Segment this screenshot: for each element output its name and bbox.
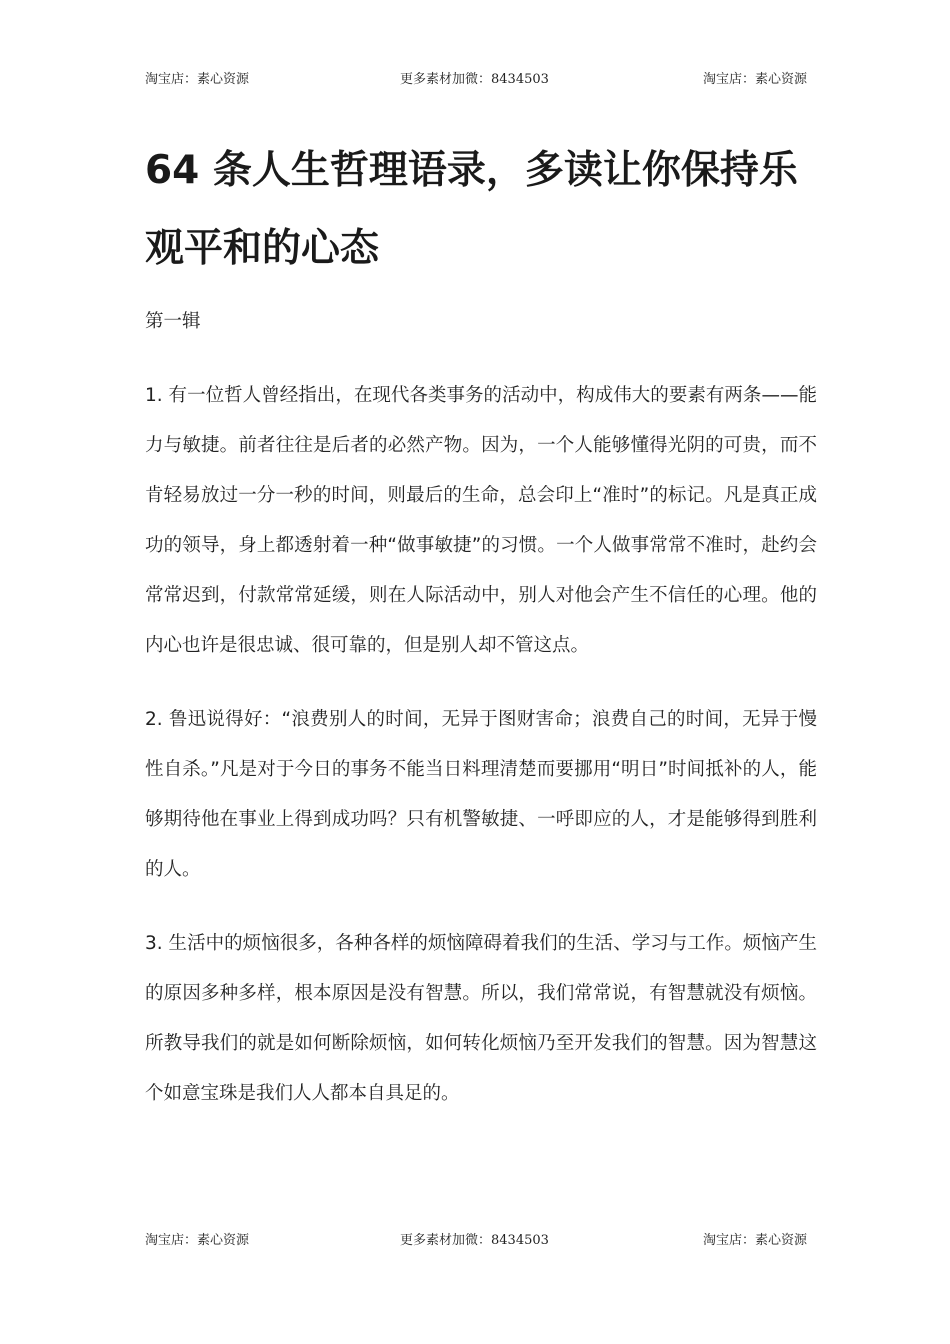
- paragraph-2: 2. 鲁迅说得好：“浪费别人的时间，无异于图财害命；浪费自己的时间，无异于慢性自杀。”凡是对于今日的事务不能当日料理清楚而要挪用“明日”时间抵补的人，能够期待他在事业上得到成功吗？只有机警敏捷、一呼即应的人，才是能够得到胜利的人。: [145, 709, 817, 880]
- header-right-text: 淘宝店：素心资源: [702, 72, 807, 87]
- document-body: [145, 297, 817, 1143]
- page-header: [145, 68, 807, 88]
- section-heading: 第一辑: [145, 311, 201, 332]
- footer-center-text: 更多素材加微：8434503: [400, 1233, 549, 1248]
- footer-left-text: 淘宝店：素心资源: [145, 1233, 250, 1248]
- page-footer: [145, 1229, 807, 1249]
- header-left-text: 淘宝店：素心资源: [145, 72, 250, 87]
- document-title: 64 条人生哲理语录，多读让你保持乐观平和的心态: [145, 148, 798, 271]
- paragraph-1: 1. 有一位哲人曾经指出，在现代各类事务的活动中，构成伟大的要素有两条——能力与敏捷。前者往往是后者的必然产物。因为，一个人能够懂得光阴的可贵，而不肯轻易放过一分一秒的时间，则最后的生命，总会印上“准时”的标记。凡是真正成功的领导，身上都透射着一种“做事敏捷”的习惯。一个人做事常常不准时，赴约会常常迟到，付款常常延缓，则在人际活动中，别人对他会产生不信任的心理。他的内心也许是很忠诚、很可靠的，但是别人却不管这点。: [145, 385, 817, 656]
- header-center-text: 更多素材加微：8434503: [400, 72, 549, 87]
- footer-right-text: 淘宝店：素心资源: [702, 1233, 807, 1248]
- paragraph-3: 3. 生活中的烦恼很多，各种各样的烦恼障碍着我们的生活、学习与工作。烦恼产生的原因多种多样，根本原因是没有智慧。所以，我们常常说，有智慧就没有烦恼。所教导我们的就是如何断除烦恼，如何转化烦恼乃至开发我们的智慧。因为智慧这个如意宝珠是我们人人都本自具足的。: [145, 933, 817, 1104]
